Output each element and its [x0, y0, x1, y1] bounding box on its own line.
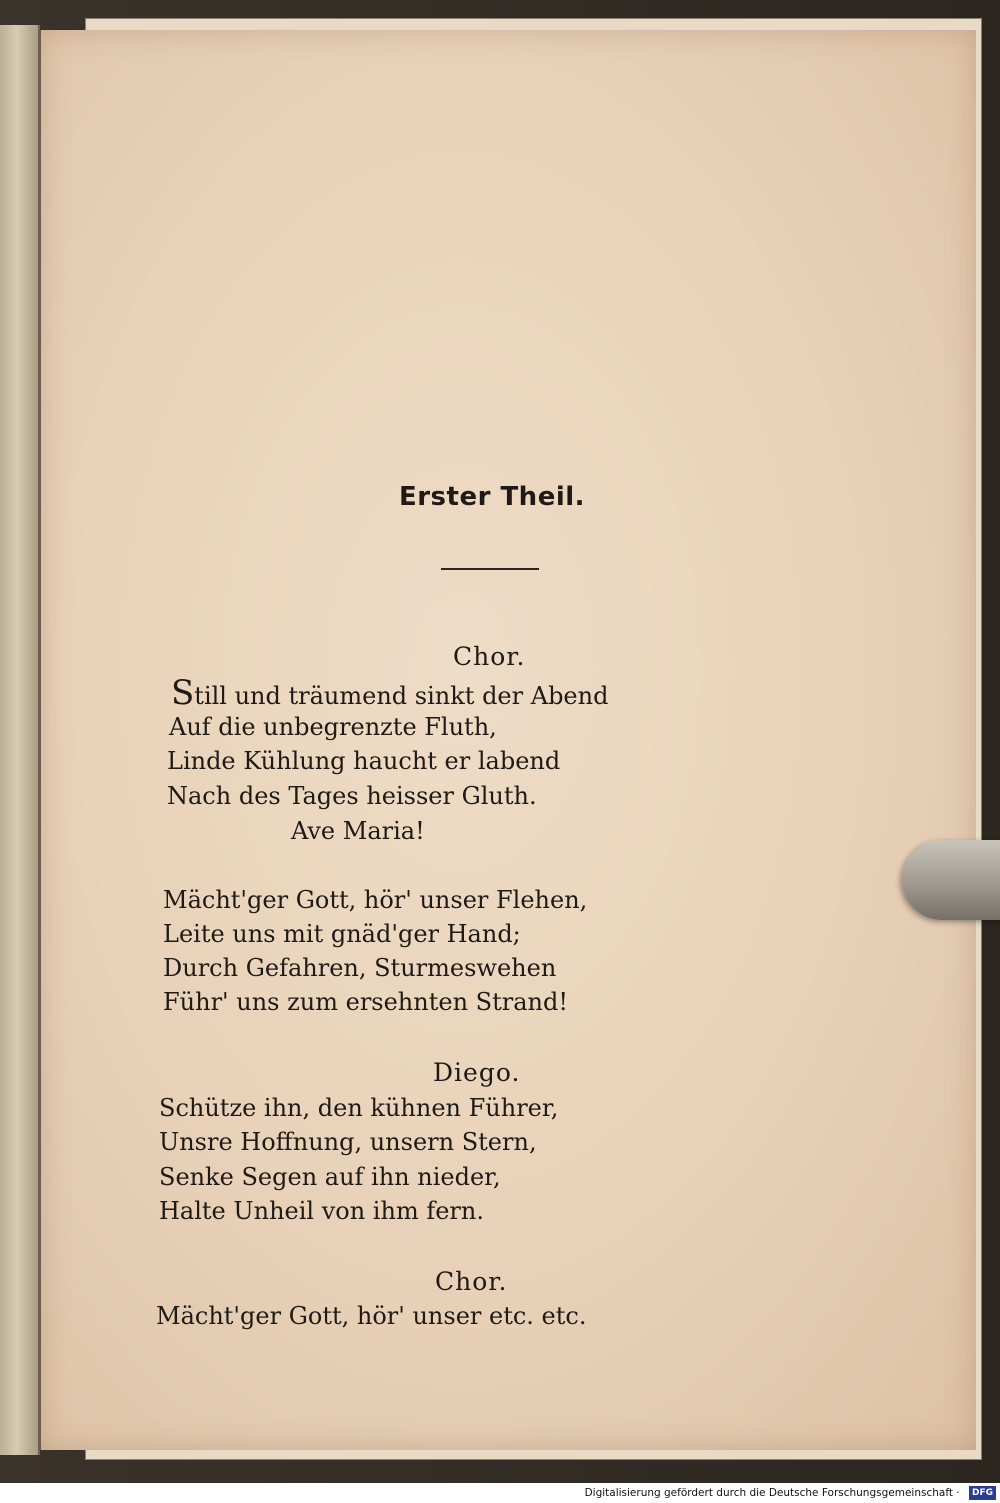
speaker-label: Diego. — [433, 1058, 521, 1087]
verse-line: Führ' uns zum ersehnten Strand! — [163, 988, 568, 1016]
verse-line: Schütze ihn, den kühnen Führer, — [159, 1094, 559, 1122]
speaker-label: Chor. — [453, 642, 526, 671]
verse-line — [171, 673, 609, 713]
verse-line: Mächt'ger Gott, hör' unser etc. etc. — [156, 1302, 587, 1330]
verse-line: Durch Gefahren, Sturmeswehen — [163, 954, 557, 982]
drop-cap: S — [171, 673, 195, 713]
page-content — [41, 30, 976, 1450]
verse-line: Unsre Hoffnung, unsern Stern, — [159, 1128, 537, 1156]
verse-line: Nach des Tages heisser Gluth. — [167, 782, 537, 810]
verse-line: Senke Segen auf ihn nieder, — [159, 1163, 501, 1191]
heading-rule — [441, 568, 539, 570]
verse-line-rest: till und träumend sinkt der Abend — [194, 682, 609, 710]
footer-text: Digitalisierung gefördert durch die Deutsche Forschungsgemeinschaft — [584, 1487, 953, 1499]
page-clip — [902, 840, 1000, 920]
speaker-label: Chor. — [435, 1267, 508, 1296]
verse-line: Halte Unheil von ihm fern. — [159, 1197, 484, 1225]
digitization-footer: Digitalisierung gefördert durch die Deutsche Forschungsgemeinschaft · DFG — [0, 1483, 1000, 1503]
verse-line: Ave Maria! — [291, 817, 425, 845]
verse-line: Leite uns mit gnäd'ger Hand; — [163, 920, 521, 948]
book-page — [38, 30, 976, 1450]
previous-page-edge — [0, 25, 40, 1455]
verse-line: Auf die unbegrenzte Fluth, — [169, 713, 497, 741]
section-heading: Erster Theil. — [398, 482, 586, 512]
verse-line: Mächt'ger Gott, hör' unser Flehen, — [163, 886, 588, 914]
dfg-logo: DFG — [969, 1486, 996, 1500]
verse-line: Linde Kühlung haucht er labend — [167, 747, 561, 775]
